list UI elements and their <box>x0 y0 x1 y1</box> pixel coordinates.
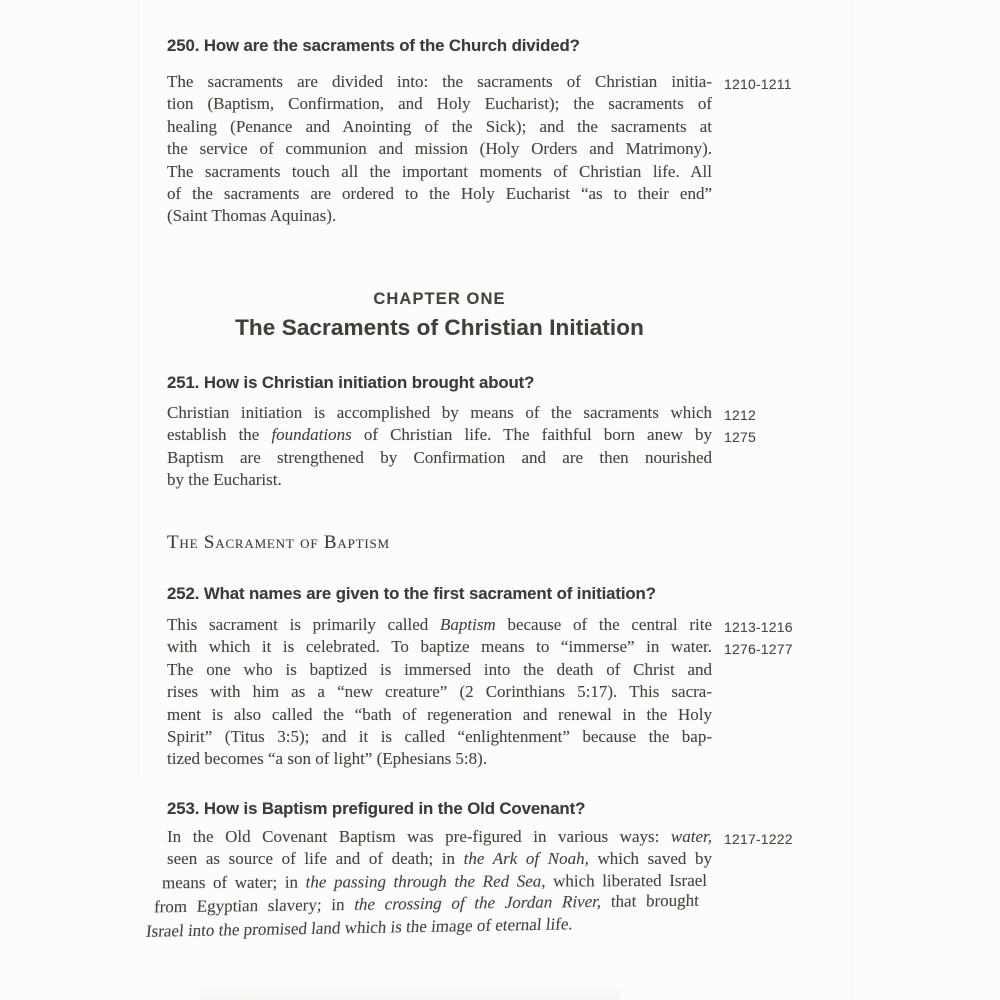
text-line <box>167 93 712 115</box>
text-segment: establish the <box>167 425 272 445</box>
text-line <box>167 447 712 469</box>
margin-reference: 1276-1277 <box>724 641 793 658</box>
text-line <box>167 636 712 658</box>
margin-reference: 1212 <box>724 407 756 423</box>
margin-reference: 1217-1222 <box>724 831 793 847</box>
text-line <box>167 402 712 424</box>
text-segment: healing (Penance and Anointing of the Sick); and the sacraments at <box>167 116 712 136</box>
page-content <box>145 0 793 1000</box>
text-line <box>167 681 712 703</box>
text-segment: Baptism are strengthened by Confirmation and are then nourished <box>167 447 712 467</box>
margin-references-253 <box>724 828 834 850</box>
answer-paragraph-252 <box>167 614 793 771</box>
text-line <box>167 161 712 183</box>
question-heading-251: 251. How is Christian initiation brought about? <box>167 373 535 392</box>
text-segment: The one who is baptized is immersed into the death of Christ and <box>167 659 712 679</box>
text-segment: The sacraments are divided into: the sacraments of Christian initia- <box>167 72 712 91</box>
answer-text-251 <box>167 402 712 492</box>
text-line <box>167 183 712 205</box>
answer-text-250 <box>167 71 712 228</box>
text-line <box>167 424 712 446</box>
answer-paragraph-250 <box>167 71 792 228</box>
text-line <box>167 848 712 870</box>
margin-reference: 1213-1216 <box>724 619 793 635</box>
text-segment: In the Old Covenant Baptism was pre-figured in various ways: <box>167 827 671 846</box>
text-segment: rises with him as a “new creature” (2 Corinthians 5:17). This sacra- <box>167 682 712 702</box>
text-segment: , which liberated Israel <box>541 870 708 891</box>
margin-reference: 1275 <box>724 429 756 446</box>
question-heading-250: 250. How are the sacraments of the Church divided? <box>167 36 580 55</box>
text-segment: Spirit” (Titus 3:5); and it is called “enlightenment” because the bap- <box>167 727 712 747</box>
italic-text-segment: the passing through the Red Sea <box>305 871 542 892</box>
text-line <box>167 826 712 848</box>
text-segment: tized becomes “a son of light” (Ephesians 5:8). <box>167 749 488 769</box>
text-line <box>167 614 712 636</box>
text-segment: seen as source of life and of death; in <box>167 849 464 869</box>
text-segment: by the Eucharist. <box>167 470 282 490</box>
text-segment: Christian initiation is accomplished by means of the sacraments which <box>167 403 712 422</box>
margin-references-250 <box>724 73 834 95</box>
text-segment: Israel into the promised land which is the image of eternal life. <box>145 913 574 941</box>
margin-references-252 <box>724 616 834 661</box>
scan-edge-artifact-left <box>137 0 141 780</box>
text-line <box>167 659 712 681</box>
margin-references-251 <box>724 404 834 449</box>
text-segment: tion (Baptism, Confirmation, and Holy Eucharist); the sacraments of <box>167 94 712 114</box>
italic-text-segment: the crossing of the Jordan River, <box>353 892 602 915</box>
text-segment: of Christian life. The faithful born anew by <box>351 425 712 445</box>
text-line <box>167 748 712 770</box>
text-line <box>167 726 712 748</box>
text-segment: , which saved by <box>584 849 712 869</box>
scan-edge-artifact-right <box>851 0 856 1000</box>
text-segment: (Saint Thomas Aquinas). <box>167 206 337 226</box>
text-segment: the service of communion and mission (Holy Orders and Matrimony). <box>167 139 712 159</box>
question-heading-252: 252. What names are given to the first sacrament of initiation? <box>167 584 656 603</box>
answer-paragraph-251 <box>167 402 756 492</box>
text-line <box>167 138 712 160</box>
answer-paragraph-253 <box>145 826 793 941</box>
text-line <box>167 71 712 93</box>
text-segment: of the sacraments are ordered to the Holy Eucharist “as to their end” <box>167 184 712 204</box>
text-segment: with which it is celebrated. To baptize means to “immerse” in water. <box>167 637 712 657</box>
text-line <box>167 205 712 227</box>
margin-reference: 1210-1211 <box>724 76 792 92</box>
italic-text-segment: the Ark of Noah <box>463 849 585 869</box>
italic-text-segment: water, <box>670 827 712 846</box>
italic-text-segment: Baptism <box>439 615 496 634</box>
section-heading-baptism: The Sacrament of Baptism <box>167 532 390 553</box>
text-segment: The sacraments touch all the important moments of Christian life. All <box>167 161 712 181</box>
chapter-kicker: CHAPTER ONE <box>373 290 506 308</box>
text-line <box>167 704 712 726</box>
text-segment: from Egyptian slavery; in <box>153 895 355 917</box>
text-segment: means of water; in <box>161 872 306 893</box>
text-line <box>167 116 712 138</box>
answer-text-252 <box>167 614 712 771</box>
italic-text-segment: foundations <box>271 425 352 445</box>
answer-text-253 <box>145 826 712 941</box>
text-line <box>167 469 712 491</box>
question-heading-253: 253. How is Baptism prefigured in the Old Covenant? <box>167 799 586 818</box>
text-segment: This sacrament is primarily called <box>167 615 440 634</box>
chapter-title: The Sacraments of Christian Initiation <box>235 315 644 340</box>
text-segment: ment is also called the “bath of regeneration and renewal in the Holy <box>167 704 712 724</box>
text-segment: that brought <box>600 890 700 912</box>
text-segment: because of the central rite <box>495 615 713 634</box>
